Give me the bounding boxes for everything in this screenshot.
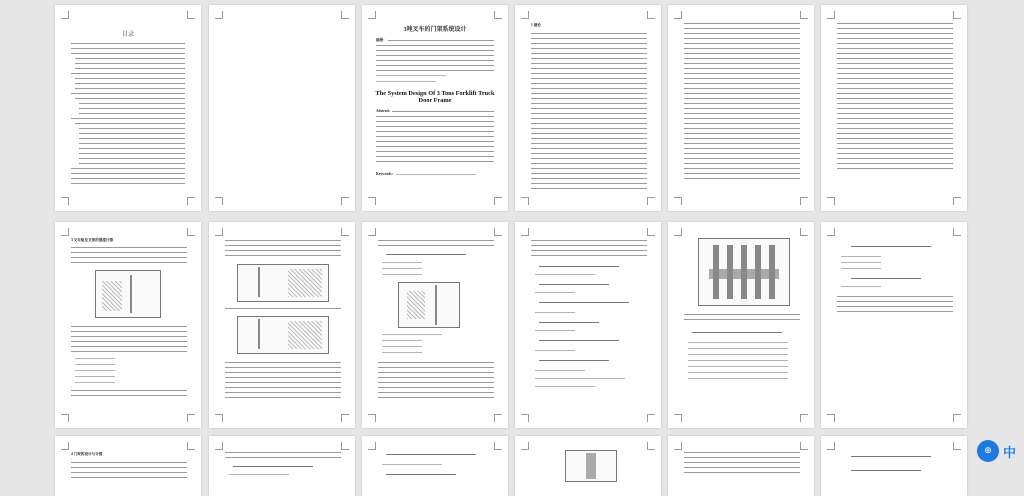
page-thumbnail[interactable] (821, 222, 967, 428)
page-thumbnail[interactable] (668, 222, 814, 428)
thesis-title-cn: 3吨叉车的门架系统设计 (403, 27, 467, 33)
page-thumbnail[interactable] (209, 222, 355, 428)
chapter-heading: 1 绪论 (531, 23, 541, 27)
abstract-en-label: Abstract: (376, 109, 391, 113)
page-thumbnail[interactable] (55, 436, 201, 496)
page-thumbnail[interactable] (209, 5, 355, 211)
page-thumbnail[interactable] (821, 5, 967, 211)
figure (237, 264, 329, 302)
thesis-title-en: The System Design Of 3 Tons Forklift Truck Door Frame (375, 90, 495, 104)
page-thumbnail[interactable] (515, 5, 661, 211)
page-thumbnail[interactable] (55, 222, 201, 428)
toc-title: 目录 (121, 32, 134, 38)
page-thumbnail[interactable] (668, 436, 814, 496)
figure (698, 238, 790, 306)
page-thumbnail[interactable] (362, 222, 508, 428)
figure (398, 282, 460, 328)
page-thumbnail[interactable] (362, 5, 508, 211)
page-thumbnail[interactable] (209, 436, 355, 496)
figure (95, 270, 161, 318)
page-thumbnail[interactable] (362, 436, 508, 496)
page-thumbnail[interactable] (55, 5, 201, 211)
page-thumbnail[interactable] (515, 222, 661, 428)
abstract-label: 摘要： (376, 38, 387, 42)
figure (565, 450, 617, 482)
page-thumbnail[interactable] (668, 5, 814, 211)
page-thumbnail[interactable] (515, 436, 661, 496)
chapter-heading: 3 叉车组及叉架的强度计算 (71, 238, 114, 242)
keywords-label: Keywords: (376, 172, 393, 176)
figure (237, 316, 329, 354)
chapter-heading: 4 门架的设计与计算 (71, 452, 103, 456)
language-toggle[interactable]: 中 (1002, 445, 1016, 461)
page-thumbnail[interactable] (821, 436, 967, 496)
floating-translate-widget[interactable] (977, 440, 1016, 462)
translate-icon[interactable]: ⊕ (977, 440, 999, 462)
